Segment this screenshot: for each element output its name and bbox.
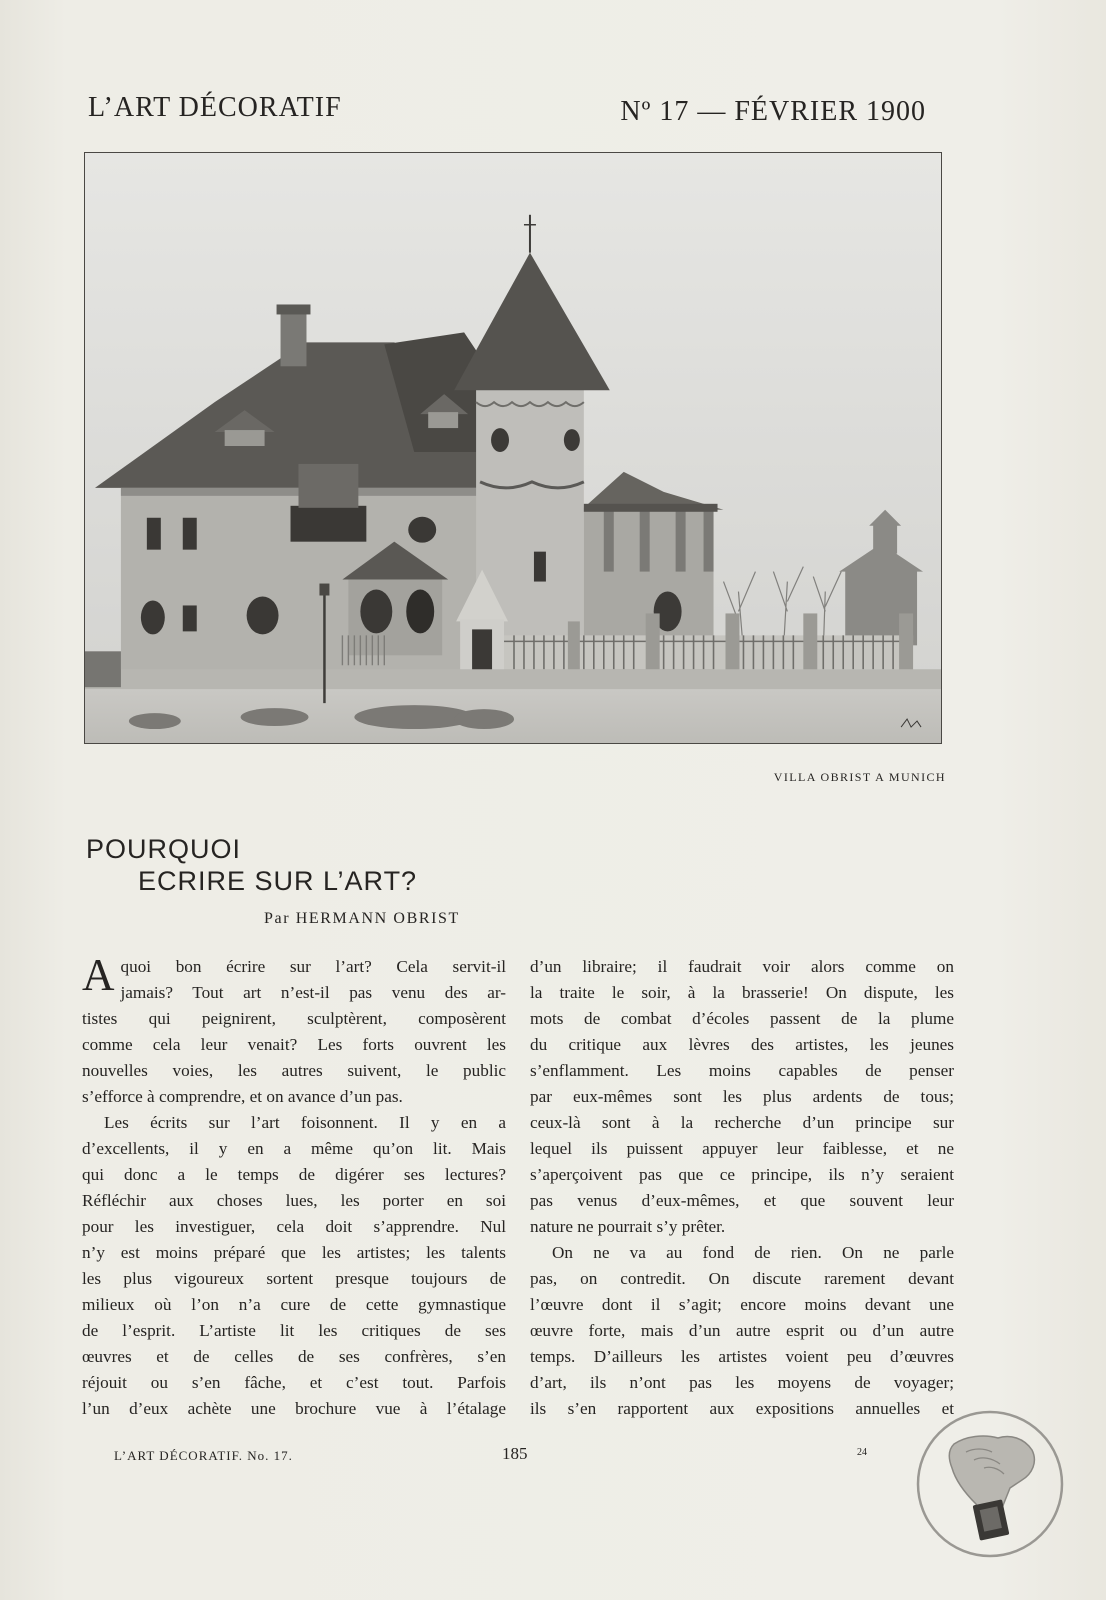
issue-date: Nº 17 — FÉVRIER 1900 — [620, 96, 926, 127]
journal-title: L’ART DÉCORATIF — [88, 92, 342, 123]
text-line: n’y est moins préparé que les artistes; les talents — [82, 1243, 506, 1262]
article-column-right — [530, 954, 954, 1422]
text-line: milieux où l’on n’a cure de cette gymnastique — [82, 1295, 506, 1314]
text-line: d’un libraire; il faudrait voir alors comme on — [530, 957, 954, 976]
text-line: s’enflamment. Les moins capables de penser — [530, 1061, 954, 1080]
photo-caption: VILLA OBRIST A MUNICH — [773, 770, 946, 784]
text-line: pas venus d’eux-mêmes, et que souvent leur — [530, 1191, 954, 1210]
text-line: l’un d’eux achète une brochure vue à l’étalage — [82, 1399, 506, 1418]
text-line: qui donc a le temps de digérer ses lectures? — [82, 1165, 506, 1184]
text-line: ceux-là sont à la recherche d’un principe sur — [530, 1113, 954, 1132]
text-line: réjouit ou s’en fâche, et c’est tout. Parfois — [82, 1373, 506, 1392]
text-line: de l’esprit. L’artiste lit les critiques de ses — [82, 1321, 506, 1340]
villa-illustration — [85, 153, 941, 743]
footer-journal-issue: L’ART DÉCORATIF. No. 17. — [114, 1448, 293, 1463]
text-line: s’aperçoivent pas que ce principe, ils n’y seraient — [530, 1165, 954, 1184]
text-line: ils s’en rapportent aux expositions annuelles et — [530, 1399, 954, 1418]
page-number: 185 — [502, 1444, 528, 1463]
text-line: pour les investiguer, cela doit s’apprendre. Nul — [82, 1217, 506, 1236]
text-line: nature ne pourrait s’y prêter. — [530, 1217, 726, 1236]
article-author: Par HERMANN OBRIST — [264, 910, 460, 927]
article-title-line-1: POURQUOI — [86, 834, 242, 864]
text-line: par eux-mêmes sont les plus ardents de tous; — [530, 1087, 954, 1106]
text-line: s’efforce à comprendre, et on avance d’un pas. — [82, 1087, 403, 1106]
text-line: lequel ils puissent appuyer leur faiblesse, et ne — [530, 1139, 954, 1158]
drop-cap: A — [82, 950, 115, 1000]
text-line: pas, on contredit. On discute rarement devant — [530, 1269, 954, 1288]
article-title-line-2: ECRIRE SUR L’ART? — [138, 866, 418, 896]
text-line: œuvre forte, mais d’un autre esprit ou d’un autre — [530, 1321, 954, 1340]
text-line: l’œuvre dont il s’agit; encore moins devant une — [530, 1295, 954, 1314]
text-line: la traite le soir, à la brasserie! On dispute, les — [530, 983, 954, 1002]
text-line: du critique aux lèvres des artistes, les jeunes — [530, 1035, 954, 1054]
text-line: les plus vigoureux sortent presque toujours de — [82, 1269, 506, 1288]
text-line: d’excellents, il y en a même qu’on lit. Mais — [82, 1139, 506, 1158]
text-line: Les écrits sur l’art foisonnent. Il y en a — [104, 1113, 506, 1132]
text-line: quoi bon écrire sur l’art? Cela servit-il — [120, 957, 506, 976]
text-line: tistes qui peignirent, sculptèrent, composèrent — [82, 1009, 506, 1028]
text-line: œuvres et de celles de ses confrères, s’en — [82, 1347, 506, 1366]
text-line: comme cela leur venait? Les forts ouvrent les — [82, 1035, 506, 1054]
signature-mark: 24 — [857, 1447, 867, 1458]
villa-photo — [84, 152, 942, 744]
text-line: On ne va au fond de rien. On ne parle — [552, 1243, 954, 1262]
hand-holding-book-stamp-icon — [914, 1408, 1066, 1560]
text-line: mots de combat d’écoles passent de la plume — [530, 1009, 954, 1028]
text-line: jamais? Tout art n’est-il pas venu des ar- — [120, 983, 506, 1002]
article-column-left — [82, 950, 506, 1422]
text-line: d’art, ils n’ont pas les moyens de voyager; — [530, 1373, 954, 1392]
text-line: nouvelles voies, les autres suivent, le public — [82, 1061, 506, 1080]
text-line: temps. D’ailleurs les artistes voient peu d’œuvres — [530, 1347, 954, 1366]
text-line: Réfléchir aux choses lues, les porter en soi — [82, 1191, 506, 1210]
